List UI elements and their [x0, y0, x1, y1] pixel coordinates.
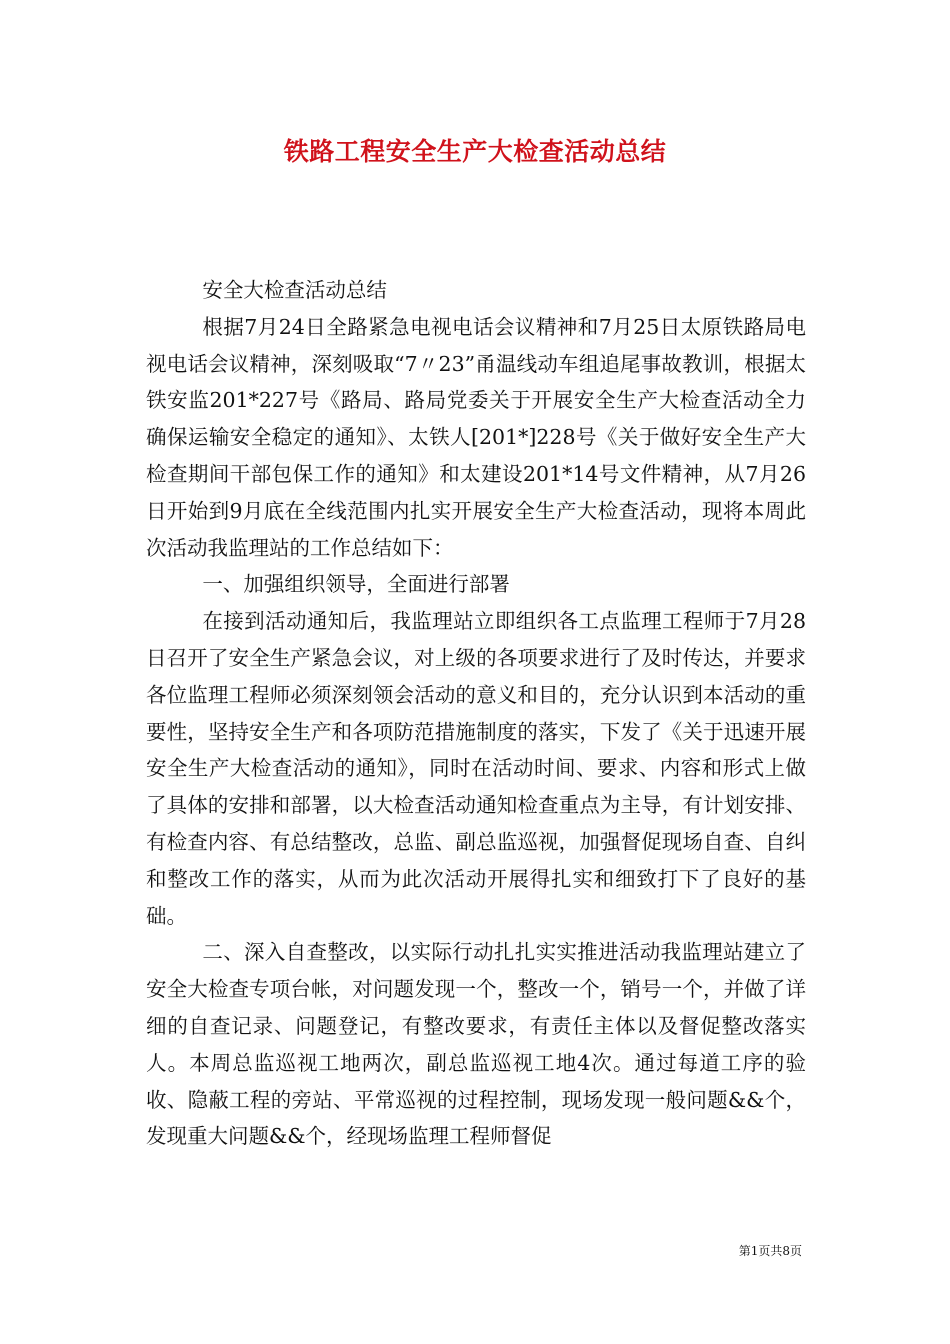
- document-title: 铁路工程安全生产大检查活动总结: [283, 137, 667, 166]
- document-body: [146, 272, 806, 1155]
- section-heading-1: 一、加强组织领导，全面进行部署: [202, 572, 510, 597]
- paragraph-section-1: 在接到活动通知后，我监理站立即组织各工点监理工程师于7月28日召开了安全生产紧急会议，对上级的各项要求进行了及时传达，并要求各位监理工程师必须深刻领会活动的意义和目的，充分认识到本活动的重要性，坚持安全生产和各项防范措施制度的落实，下发了《关于迅速开展安全生产大检查活动的通知》，同时在活动时间、要求、内容和形式上做了具体的安排和部署，以大检查活动通知检查重点为主导，有计划安排、有检查内容、有总结整改，总监、副总监巡视，加强督促现场自查、自纠和整改工作的落实，从而为此次活动开展得扎实和细致打下了良好的基础。: [146, 609, 806, 928]
- paragraph-section-2: 二、深入自查整改，以实际行动扎扎实实推进活动我监理站建立了安全大检查专项台帐，对问题发现一个，整改一个，销号一个，并做了详细的自查记录、问题登记，有整改要求，有责任主体以及督促整改落实人。本周总监巡视工地两次，副总监巡视工地4次。通过每道工序的验收、隐蔽工程的旁站、平常巡视的过程控制，现场发现一般问题&&个，发现重大问题&&个，经现场监理工程师督促: [146, 940, 806, 1149]
- section-heading: 安全大检查活动总结: [202, 278, 387, 302]
- page-number: 第1页共8页: [738, 1244, 802, 1258]
- paragraph-intro: 根据7月24日全路紧急电视电话会议精神和7月25日太原铁路局电视电话会议精神，深刻吸取“7〃23”甬温线动车组追尾事故教训，根据太铁安监201*227号《路局、路局党委关于开展安全生产大检查活动全力确保运输安全稳定的通知》、太铁人[201*]228号《关于做好安全生产大检查期间干部包保工作的通知》和太建设201*14号文件精神，从7月26日开始到9月底在全线范围内扎实开展安全生产大检查活动，现将本周此次活动我监理站的工作总结如下：: [146, 314, 806, 560]
